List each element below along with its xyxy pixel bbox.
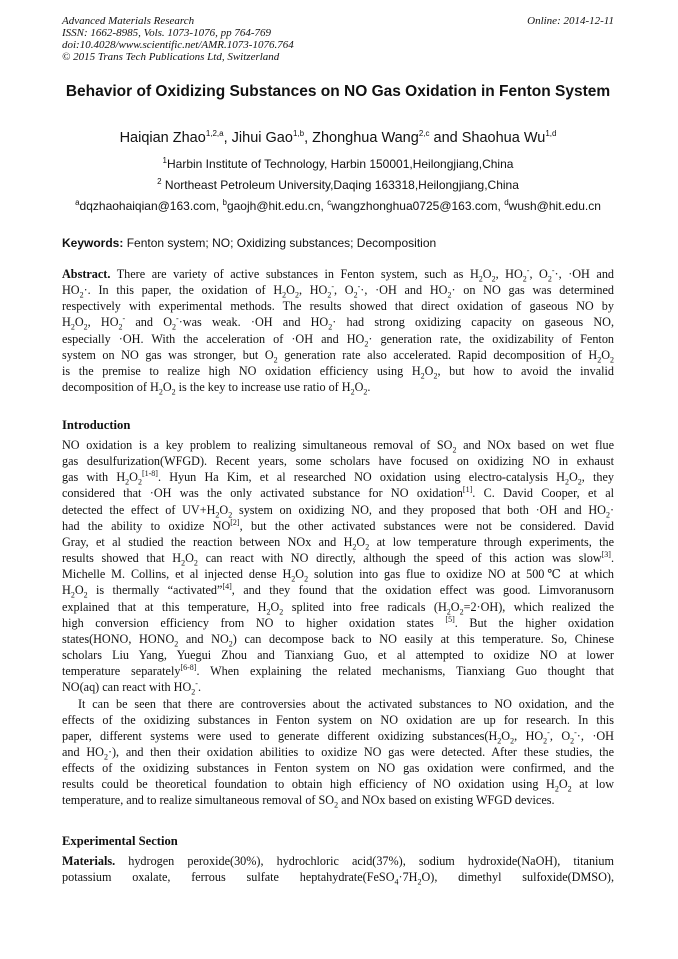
copyright-line: © 2015 Trans Tech Publications Ltd, Switzerland bbox=[62, 51, 280, 63]
abstract-line: is the premise to realize high NO oxidation efficiency using $H_2O_2$, but how to avoid the invalid bbox=[62, 363, 615, 381]
email-link[interactable]: $^c$wangzhonghua0725@163.com bbox=[327, 198, 498, 213]
email-list: $^a$dqzhaohaiqian@163.com, $^b$gaojh@hit.edu.cn, $^c$wangzhonghua0725@163.com, $^d$wush@hit.edu.cn bbox=[75, 198, 601, 213]
body-line: potassium oxalate, ferrous sulfate $heptahydrate(FeSO_4\cdot 7H_2O)$, dimethyl sulfoxide(DMSO), bbox=[62, 870, 614, 887]
body-line: gas with $H_2O_2[1-8]$. Hyun Ha Kim, et al researched NO oxidation using electro-catalysis $H_2O_2$, they bbox=[62, 469, 614, 487]
body-line: effects of the oxidizing substances in Fenton system on NO oxidation are up for research. In this bbox=[62, 712, 614, 727]
affiliation: $^2$ Northeast Petroleum University,Daqing 163318,Heilongjiang,China bbox=[157, 177, 519, 192]
body-line: Gray, et al studied the reaction between NOx and $H_2O_2$ at low temperature through experiments, the bbox=[62, 534, 615, 552]
abstract-line: respectively with experimental methods. The results showed that direct oxidation of gaseous NO by bbox=[62, 299, 614, 314]
running-header-left bbox=[62, 15, 294, 63]
body-line: and $HO_2\cdot$), and then their oxidation abilities to oxidize NO gas were detected. After these studies, the bbox=[62, 744, 614, 762]
abstract-line: Abstract. There are variety of active substances in Fenton system, such as $H_2O_2$, $HO_2^-$, $O_2^-\cdot$, ·OH and bbox=[62, 265, 615, 284]
keywords-label: Keywords: bbox=[62, 236, 124, 250]
body-line: temperature, and to realize simultaneous removal of $SO_2$ and NOx based on existing WFGD devices. bbox=[62, 793, 555, 810]
abstract-line: decomposition of $H_2O_2$ is the key to increase use ratio of $H_2O_2$. bbox=[62, 380, 371, 397]
email-link[interactable]: $^d$wush@hit.edu.cn bbox=[504, 198, 601, 213]
body-line: scholars Liu Yang, Yuegui Zhou and Tianxiang Guo, et al attempted to oxidize NO at lower bbox=[62, 648, 614, 663]
body-line: explained that at this temperature, $H_2O_2$ splited into free radicals $(H_2O_2=2\cdot OH)$, which realized the bbox=[62, 599, 614, 616]
issn-line: ISSN: 1662-8985, Vols. 1073-1076, pp 764-769 bbox=[62, 27, 271, 39]
keywords bbox=[62, 236, 614, 250]
body-line: NO(aq) can react with $HO_2^-$. bbox=[62, 679, 201, 697]
body-line: considered that ·OH was the only activated substance for NO oxidation[1]. C. David Cooper, et al bbox=[62, 485, 614, 501]
abstract-line: $HO_2\cdot$. In this paper, the oxidation of $H_2O_2$, $HO_2^-$, $O_2^-\cdot$, ·OH and $HO_2\cdot$ on NO gas was determined bbox=[62, 282, 615, 300]
body-line: high conversion efficiency from NO to higher oxidation states [5]. But the higher oxidation bbox=[62, 614, 614, 630]
body-line: Materials. hydrogen peroxide(30%), hydrochloric acid(37%), sodium hydroxide(NaOH), titanium bbox=[62, 854, 614, 868]
affiliation: $^1$Harbin Institute of Technology, Harbin 150001,Heilongjiang,China bbox=[162, 156, 514, 171]
materials-label: Materials. bbox=[62, 854, 116, 868]
doi-link[interactable]: doi:10.4028/www.scientific.net/AMR.1073-1076.764 bbox=[62, 39, 294, 51]
section-heading-experimental: Experimental Section bbox=[62, 834, 178, 848]
abstract-line: especially ·OH. With the acceleration of ·OH and $HO_2\cdot$ generation rate, the oxidizability of Fenton bbox=[62, 331, 615, 349]
abstract bbox=[62, 266, 614, 395]
author: Haiqian Zhao$^{1,2,a}$ bbox=[119, 129, 224, 146]
body-line: Michelle M. Collins, et al injected dense $H_2O_2$ solution into gas flue to oxidize NO at 500℃ at which bbox=[62, 567, 614, 584]
section-heading-introduction: Introduction bbox=[62, 418, 131, 432]
author: Zhonghua Wang$^{2,c}$ bbox=[312, 129, 430, 146]
email-link[interactable]: $^a$dqzhaohaiqian@163.com bbox=[75, 198, 216, 213]
body-line: detected the effect of $UV+H_2O_2$ system on oxidizing NO, and they proposed that both ·OH and $HO_2\cdot$ bbox=[62, 502, 614, 520]
body-line: NO oxidation is a key problem to realizing simultaneous removal of $SO_2$ and NOx based on wet flue bbox=[62, 438, 615, 455]
abstract-line: $H_2O_2$, $HO_2^-$ and $O_2^-\cdot was$ weak. ·OH and $HO_2\cdot$ had strong oxidizing capacity on gaseous NO, bbox=[62, 314, 615, 332]
body-line: temperature separately[6-8]. When explaining the related mechanisms, Tianxiang Guo thought that bbox=[62, 663, 614, 679]
materials-paragraph bbox=[62, 853, 614, 885]
body-line: paper, different systems were used to generate different oxidizing $substances(H_2O_2$, $HO_2^-$, $O_2^-\cdot$, ·OH bbox=[62, 727, 614, 746]
author-list: Haiqian Zhao$^{1,2,a}$, Jihui Gao$^{1,b}$, Zhonghua Wang$^{2,c}$ and Shaohua Wu$^{1,d}$ bbox=[119, 129, 557, 146]
abstract-line: system on NO gas was stronger, but $O_2$ generation rate also accelerated. Rapid decomposition of $H_2O_2$ bbox=[62, 347, 614, 365]
email-link[interactable]: $^b$gaojh@hit.edu.cn bbox=[222, 198, 321, 213]
body-line: $H_2O_2$ is thermally “activated”[4], and they found that the oxidation effect was good. Limvoranusorn bbox=[62, 582, 615, 600]
author: Shaohua Wu$^{1,d}$ bbox=[461, 129, 557, 146]
journal-name: Advanced Materials Research bbox=[62, 15, 195, 27]
paper-title: Behavior of Oxidizing Substances on NO Gas Oxidation in Fenton System bbox=[65, 83, 611, 100]
body-line: gas desulfurization(WFGD). Recent years, some scholars have focused on oxidizing NO in exhaust bbox=[62, 454, 614, 469]
body-line: results showed that $H_2O_2$ can react with NO directly, although the speed of this action was slow[3]. bbox=[62, 550, 614, 568]
body-line: states(HONO, $HONO_2$ and $NO_2$) can decompose back to NO easily at this temperature. So, Chinese bbox=[62, 631, 614, 649]
body-line: It can be seen that there are controversies about the activated substances to NO oxidation, and the bbox=[78, 696, 614, 711]
author: Jihui Gao$^{1,b}$ bbox=[231, 129, 305, 146]
abstract-label: Abstract. bbox=[62, 267, 111, 281]
body-line: had the ability to oxidize NO[2], but the other activated substances were not be considered. David bbox=[62, 517, 614, 533]
body-line: effects of the oxidizing substances in Fenton system on NO gas oxidation were confirmed, and the bbox=[62, 761, 614, 776]
keywords-text: Fenton system; NO; Oxidizing substances; Decomposition bbox=[126, 236, 437, 250]
introduction-body bbox=[62, 437, 614, 809]
online-date: Online: 2014-12-11 bbox=[527, 15, 614, 27]
body-line: results could be theoretical foundation to obtain high efficiency of NO oxidation using $H_2O_2$ at low bbox=[62, 777, 614, 794]
